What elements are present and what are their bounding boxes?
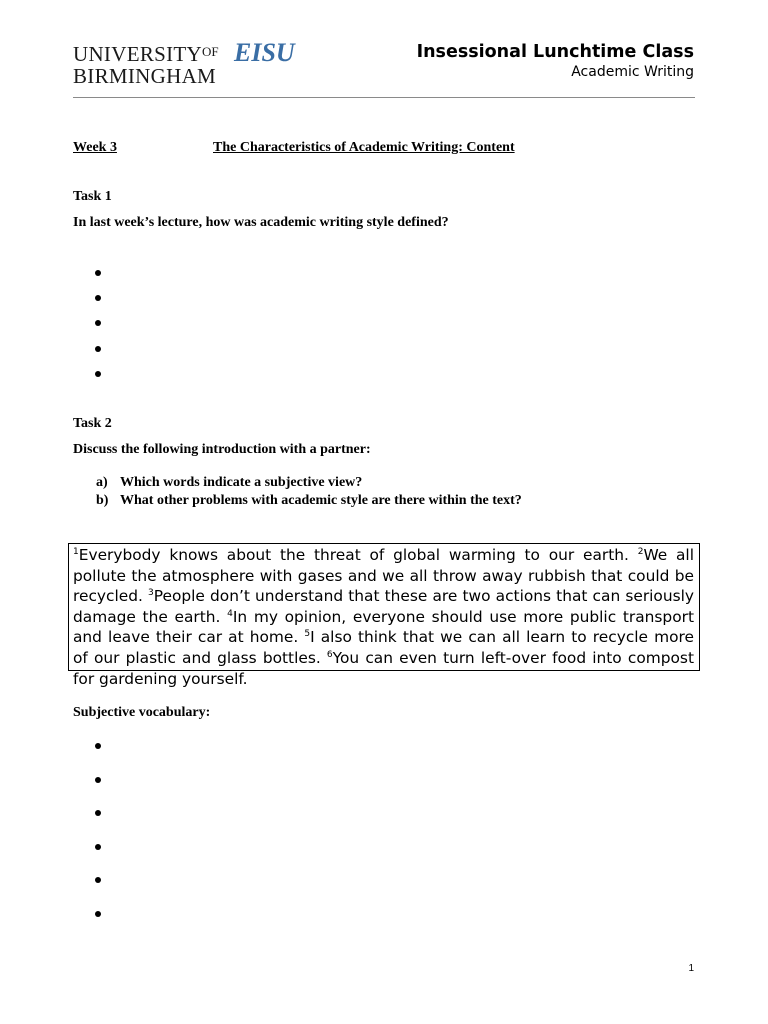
sentence-number: 5 [304,629,311,640]
page-number: 1 [688,963,694,974]
sentence-number: 1 [73,547,79,557]
header-title: Insessional Lunchtime Class [416,42,694,62]
sentence-number: 3 [148,588,154,599]
task1-label: Task 1 [73,189,112,204]
bullet-point [95,810,101,816]
bullet-point [95,371,101,377]
task2-question-a [96,475,362,491]
sentence-text: In my opinion, everyone should use more public transport and leave their car at home. [73,607,694,647]
bullet-point [95,295,101,301]
bullet-point [95,911,101,917]
question-marker: b) [96,493,109,508]
logo-university-text: UNIVERSITY [73,42,202,66]
bullet-point [95,777,101,783]
sentence-number: 2 [637,547,644,557]
sentence-number: 6 [326,649,333,660]
sentence-number: 4 [227,608,233,619]
sentence-text: People don’t understand that these are two actions that can seriously damage the earth. [73,587,694,626]
question-text: What other problems with academic style are there within the text? [120,493,522,508]
bullet-point [95,346,101,352]
page-title: The Characteristics of Academic Writing: Content [213,140,515,155]
header-subtitle: Academic Writing [571,64,694,80]
bullet-point [95,877,101,883]
bullet-point [95,743,101,749]
task2-instruction: Discuss the following introduction with a partner: [73,442,371,457]
logo-birmingham-text: BIRMINGHAM [73,64,217,88]
bullet-point [95,844,101,850]
task2-question-b [96,493,522,509]
sentence-text: We all pollute the atmosphere with gases and we all throw away rubbish that could be recycled. [73,546,694,606]
week-label: Week 3 [73,140,117,155]
bullet-point [95,270,101,276]
logo-of-text: OF [202,44,219,59]
task2-label: Task 2 [73,416,112,431]
passage-box [68,543,700,688]
question-marker: a) [96,475,108,490]
bullet-point [95,320,101,326]
sentence-text: You can even turn left-over food into compost for gardening yourself. [73,648,694,688]
question-text: Which words indicate a subjective view? [120,475,363,490]
university-logo [73,41,219,87]
eisu-logo: EISU [234,38,295,67]
sentence-text: Everybody knows about the threat of global warming to our earth. [78,546,638,564]
sentence-text: I also think that we can all learn to recycle more of our plastic and glass bottles. [73,628,694,667]
header-divider [73,97,695,98]
vocab-label: Subjective vocabulary: [73,705,211,720]
task1-question: In last week’s lecture, how was academic writing style defined? [73,215,449,230]
